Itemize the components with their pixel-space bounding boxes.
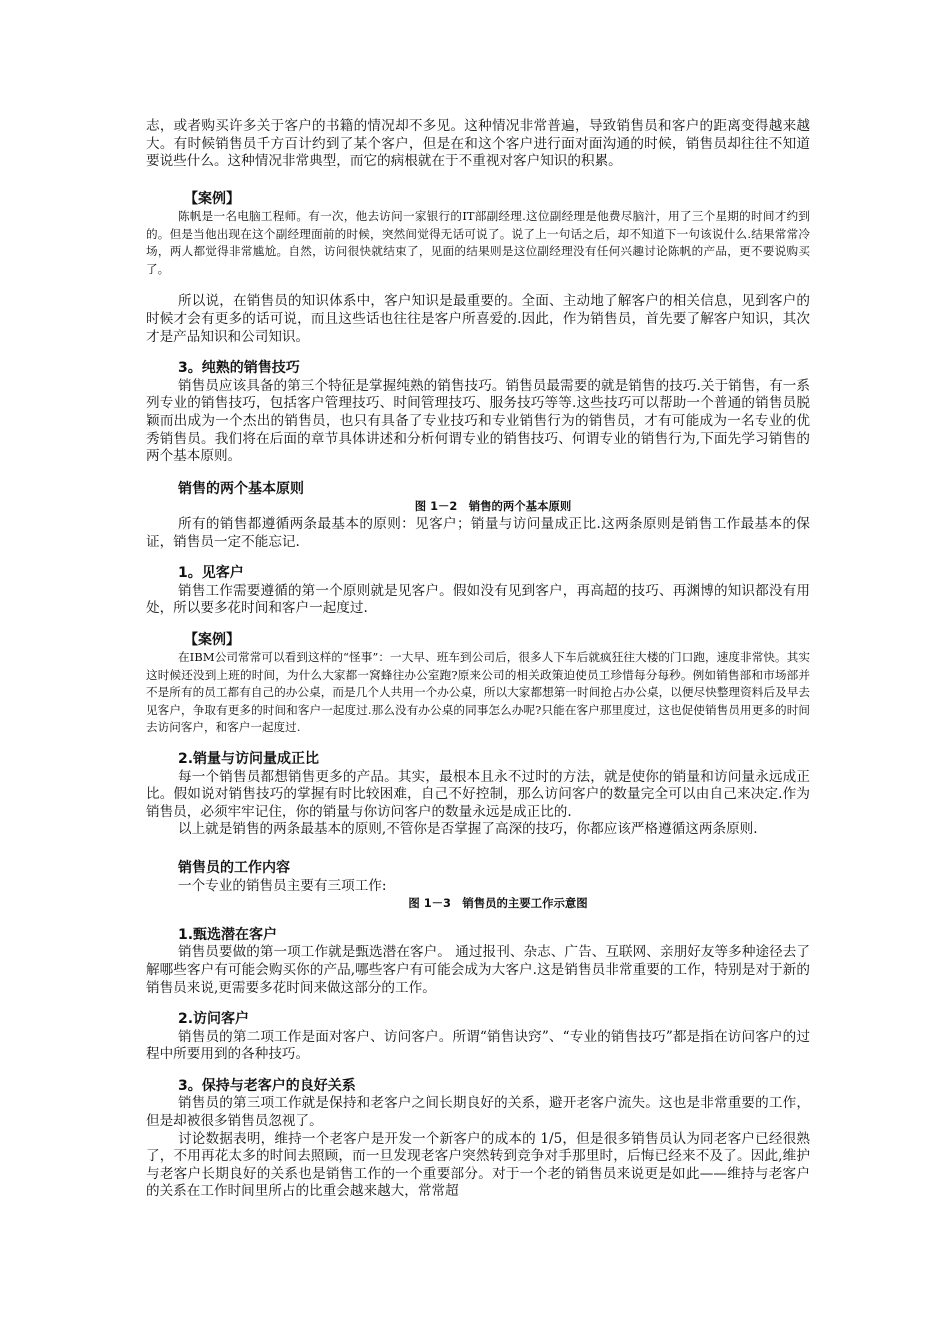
paragraph-keep-customers: 销售员的第三项工作就是保持和老客户之间长期良好的关系，避开老客户流失。这也是非常重要的工作，但是却被很多销售员忽视了。	[146, 1095, 810, 1130]
heading-two-principles: 销售的两个基本原则	[178, 480, 304, 497]
heading-see-customer: 1。见客户	[178, 565, 244, 582]
heading-work-content: 销售员的工作内容	[178, 859, 290, 876]
heading-sales-ratio: 2.销量与访问量成正比	[178, 750, 320, 767]
case-label-2: 【案例】	[184, 631, 240, 648]
paragraph-screen-prospects: 销售员要做的第一项工作就是甄选潜在客户。 通过报刊、杂志、广告、互联网、亲朋好友等多种途径去了解哪些客户有可能会购买你的产品,哪些客户有可能会成为大客户.这是销售员非常重要的工作，特别是对于新的销售员来说,更需要多花时间来做这部分的工作。	[146, 944, 810, 996]
paragraph-keep-customers-2: 讨论数据表明，维持一个老客户是开发一个新客户的成本的 1/5，但是很多销售员认为同老客户已经很熟了，不用再花太多的时间去照顾，而一旦发现老客户突然转到竞争对手那里时，后悔已经来不及了。因此,维护与老客户长期良好的关系也是销售工作的一个重要部分。对于一个老的销售员来说更是如此——维持与老客户的关系在工作时间里所占的比重会越来越大，常常超	[146, 1130, 810, 1200]
heading-keep-customers: 3。保持与老客户的良好关系	[178, 1077, 356, 1094]
case-text-2: 在IBM公司常常可以看到这样的“怪事”：一大早、班车到公司后，很多人下车后就疯狂往大楼的门口跑，速度非常快。其实这时候还没到上班的时间，为什么大家都一窝蜂往办公室跑?原来公司的相关政策迫使员工珍惜每分每秒。例如销售部和市场部并不是所有的员工都有自己的办公桌，而是几个人共用一个办公桌，所以大家都想第一时间抢占办公桌，以便尽快整理资料后及早去见客户，争取有更多的时间和客户一起度过.那么没有办公桌的同事怎么办呢?只能在客户那里度过，这也促使销售员用更多的时间去访问客户，和客户一起度过.	[146, 650, 810, 735]
document-page	[146, 118, 810, 1201]
paragraph-summary: 所以说，在销售员的知识体系中，客户知识是最重要的。全面、主动地了解客户的相关信息，见到客户的时候才会有更多的话可说，而且这些话也往往是客户所喜爱的.因此，作为销售员，首先要了解客户知识，其次才是产品知识和公司知识。	[146, 293, 810, 345]
heading-screen-prospects: 1.甄选潜在客户	[178, 926, 278, 943]
case-text-1: 陈帆是一名电脑工程师。有一次，他去访问一家银行的IT部副经理.这位副经理是他费尽脑汁，用了三个星期的时间才约到的。但是当他出现在这个副经理面前的时候，突然间觉得无话可说了。说了上一句话之后，却不知道下一句该说什么.结果常常冷场，两人都觉得非常尴尬。自然，访问很快就结束了，见面的结果则是这位副经理没有任何兴趣讨论陈帆的产品，更不要说购买了。	[146, 209, 810, 276]
paragraph-work-content: 一个专业的销售员主要有三项工作:	[178, 877, 387, 894]
paragraph-visit-customers: 销售员的第二项工作是面对客户、访问客户。所谓“销售诀窍”、“专业的销售技巧”都是指在访问客户的过程中所要用到的各种技巧。	[146, 1028, 810, 1063]
paragraph-sales-ratio-end: 以上就是销售的两条最基本的原则,不管你是否掌握了高深的技巧，你都应该严格遵循这两条原则.	[178, 821, 758, 838]
paragraph-principles: 所有的销售都遵循两条最基本的原则：见客户；销量与访问量成正比.这两条原则是销售工作最基本的保证，销售员一定不能忘记.	[146, 515, 810, 550]
paragraph-see-customer: 销售工作需要遵循的第一个原则就是见客户。假如没有见到客户，再高超的技巧、再渊博的知识都没有用处，所以要多花时间和客户一起度过.	[146, 582, 810, 617]
figure-caption-1-3: 图 1－3 销售员的主要工作示意图	[408, 896, 588, 911]
heading-visit-customers: 2.访问客户	[178, 1011, 250, 1028]
paragraph-intro: 志，或者购买许多关于客户的书籍的情况却不多见。这种情况非常普遍，导致销售员和客户的距离变得越来越大。有时候销售员千方百计约到了某个客户，但是在和这个客户进行面对面沟通的时候，销售员却往往不知道要说些什么。这种情况非常典型，而它的病根就在于不重视对客户知识的积累。	[146, 118, 810, 170]
heading-sales-skill: 3。纯熟的销售技巧	[178, 360, 300, 377]
paragraph-sales-ratio: 每一个销售员都想销售更多的产品。其实，最根本且永不过时的方法，就是使你的销量和访问量永远成正比。假如说对销售技巧的掌握有时比较困难，自己不好控制，那么访问客户的数量完全可以由自己来决定.作为销售员，必须牢牢记住，你的销量与你访问客户的数量永远是成正比的.	[146, 768, 810, 820]
paragraph-sales-skill: 销售员应该具备的第三个特征是掌握纯熟的销售技巧。销售员最需要的就是销售的技巧.关于销售，有一系列专业的销售技巧，包括客户管理技巧、时间管理技巧、服务技巧等等.这些技巧可以帮助一个普通的销售员脱颖而出成为一个杰出的销售员，也只有具备了专业技巧和专业销售行为的销售员，才有可能成为一名专业的优秀销售员。我们将在后面的章节具体讲述和分析何谓专业的销售技巧、何谓专业的销售行为,下面先学习销售的两个基本原则。	[146, 377, 810, 465]
case-label-1: 【案例】	[184, 190, 240, 207]
figure-caption-1-2: 图 1－2 销售的两个基本原则	[414, 499, 572, 514]
